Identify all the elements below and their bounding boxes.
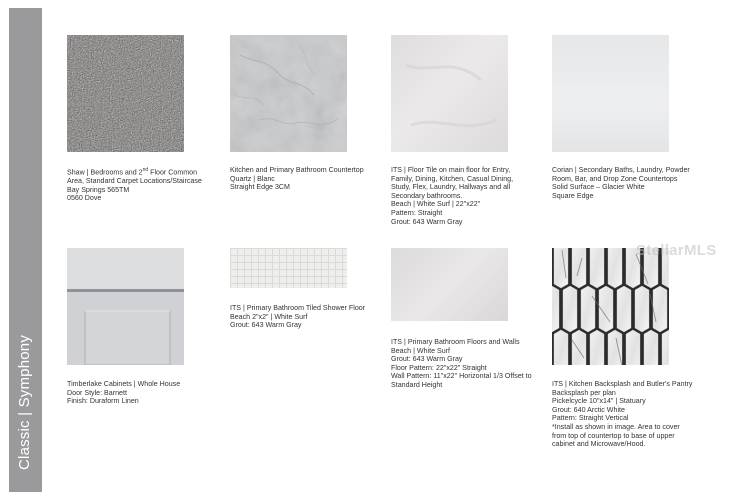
- caption-line: Square Edge: [552, 191, 594, 200]
- floor-tile-swatch: [391, 35, 508, 152]
- caption-line: from top of countertop to base of upper: [552, 431, 675, 440]
- caption-sup: nd: [142, 167, 149, 173]
- backsplash-swatch: [552, 248, 669, 365]
- watermark: StellarMLS: [636, 242, 717, 259]
- caption-backsplash: [552, 380, 712, 449]
- caption-line: Beach 2"x2" | White Surf: [230, 312, 308, 321]
- caption-line: Solid Surface – Glacier White: [552, 183, 645, 192]
- caption-line: Area, Standard Carpet Locations/Staircase: [67, 176, 202, 185]
- caption-text: Shaw | Bedrooms and 2: [67, 168, 143, 177]
- caption-bath-floor: [391, 338, 551, 390]
- caption-quartz: [230, 166, 380, 192]
- caption-line: Grout: 640 Arctic White: [552, 405, 625, 414]
- caption-line: cabinet and Microwave/Hood.: [552, 440, 646, 449]
- caption-line: Grout: 643 Warm Gray: [391, 217, 463, 226]
- caption-line: Pickelcycle 10"x14" | Statuary: [552, 397, 646, 406]
- bath-floor-swatch: [391, 248, 508, 321]
- caption-line: Pattern: Straight: [391, 208, 443, 217]
- shower-floor-swatch: [230, 248, 347, 288]
- cabinet-swatch: [67, 248, 184, 365]
- caption-line: Straight Edge 3CM: [230, 183, 290, 192]
- caption-line: Quartz | Blanc: [230, 174, 275, 183]
- caption-line: Grout: 643 Warm Gray: [230, 321, 302, 330]
- caption-line: [67, 166, 217, 177]
- caption-line: Beach | White Surf: [391, 346, 451, 355]
- caption-line: Standard Height: [391, 380, 443, 389]
- sidebar-title: Classic | Symphony: [16, 334, 33, 470]
- caption-line: Timberlake Cabinets | Whole House: [67, 380, 181, 388]
- caption-text: Floor Common: [148, 168, 198, 177]
- quartz-swatch: [230, 35, 347, 152]
- carpet-swatch: [67, 35, 184, 152]
- caption-line: Kitchen and Primary Bathroom Countertop: [230, 166, 364, 174]
- caption-corian: [552, 166, 702, 200]
- caption-line: Bay Springs 565TM: [67, 185, 130, 194]
- caption-line: Pattern: Straight Vertical: [552, 414, 629, 423]
- caption-line: 0560 Dove: [67, 194, 102, 203]
- caption-line: Backsplash per plan: [552, 388, 616, 397]
- caption-line: Wall Pattern: 11"x22" Horizontal 1/3 Offset to: [391, 372, 532, 381]
- corian-swatch: [552, 35, 669, 152]
- caption-line: Beach | White Surf | 22"x22": [391, 200, 481, 209]
- caption-line: Secondary bathrooms.: [391, 191, 463, 200]
- caption-line: *Install as shown in image. Area to cover: [552, 422, 680, 431]
- caption-line: Family, Dining, Kitchen, Casual Dining,: [391, 174, 514, 183]
- caption-line: ITS | Primary Bathroom Tiled Shower Floor: [230, 304, 366, 312]
- caption-line: Study, Flex, Laundry, Hallways and all: [391, 183, 511, 192]
- caption-line: ITS | Floor Tile on main floor for Entry,: [391, 166, 511, 174]
- caption-line: Door Style: Barnett: [67, 388, 127, 397]
- caption-line: Finish: Duraform Linen: [67, 397, 139, 406]
- caption-line: Corian | Secondary Baths, Laundry, Powder: [552, 166, 690, 174]
- caption-floor-tile: [391, 166, 541, 226]
- caption-line: Floor Pattern: 22"x22" Straight: [391, 363, 487, 372]
- caption-cabinet: [67, 380, 217, 406]
- caption-carpet: [67, 166, 217, 203]
- caption-line: ITS | Primary Bathroom Floors and Walls: [391, 338, 520, 346]
- caption-shower-floor: [230, 304, 380, 330]
- caption-line: ITS | Kitchen Backsplash and Butler's Pantry: [552, 380, 693, 388]
- caption-line: Room, Bar, and Drop Zone Countertops: [552, 174, 678, 183]
- caption-line: Grout: 643 Warm Gray: [391, 355, 463, 364]
